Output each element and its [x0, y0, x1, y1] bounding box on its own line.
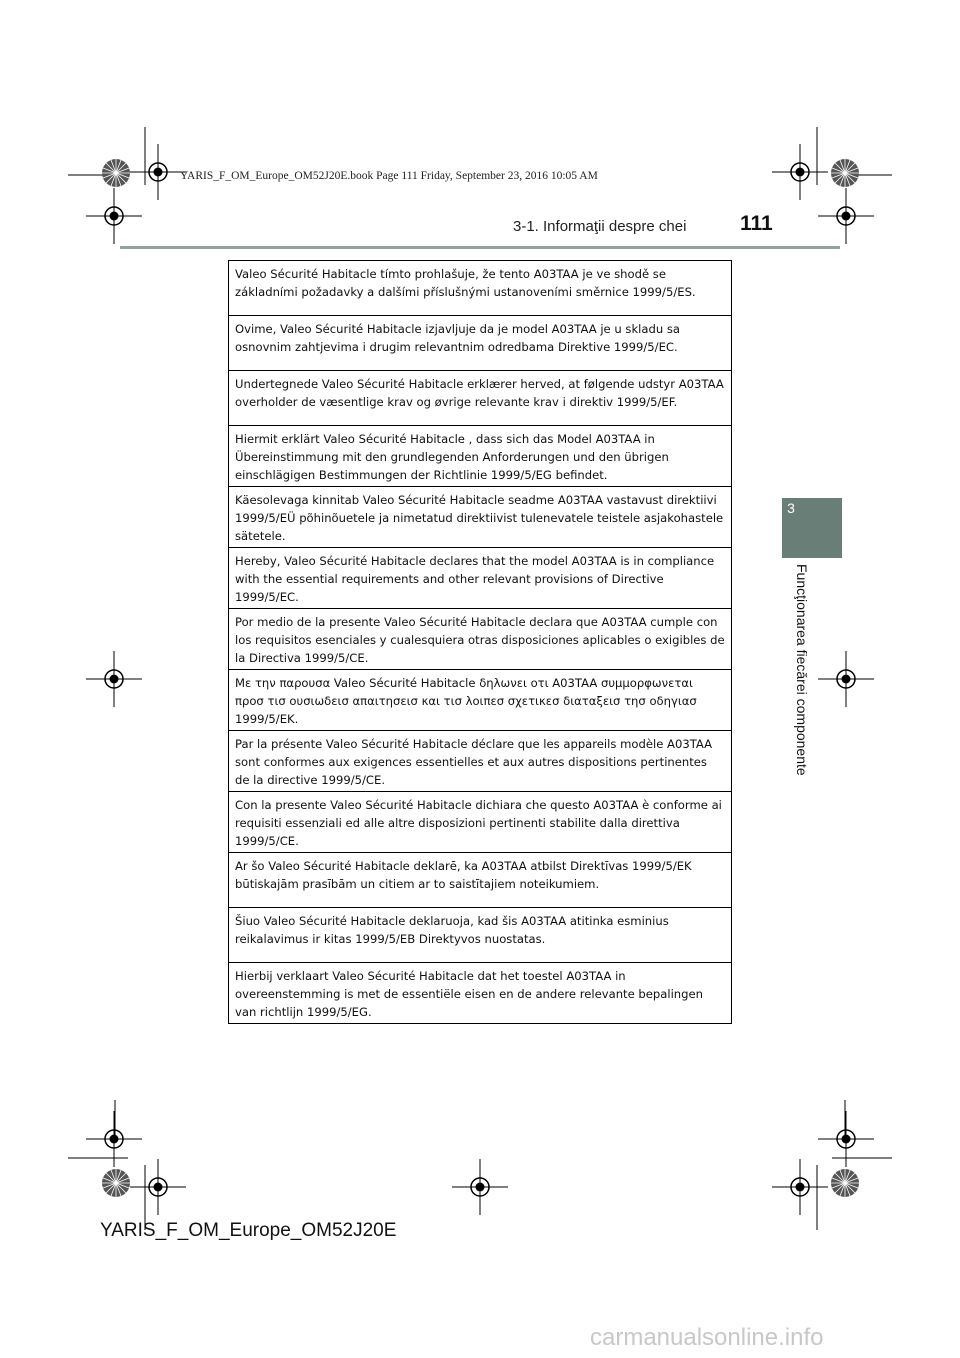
book-info: YARIS_F_OM_Europe_OM52J20E.book Page 111 Friday, September 23, 2016 10:05 AM	[180, 170, 598, 182]
declaration-cell-estonian: Käesolevaga kinnitab Valeo Sécurité Habitacle seadme A03TAA vastavust direktiivi 1999/5/EÜ põhinõuetele ja nimetatud direktiivist tulenevatele teistele asjakohastele sätetele.	[229, 487, 732, 548]
declaration-cell-latvian: Ar šo Valeo Sécurité Habitacle deklarē, ka A03TAA atbilst Direktīvas 1999/5/EK būtiskajām prasībām un citiem ar to saistītajiem noteikumiem.	[229, 853, 732, 908]
declaration-cell-greek: Με την παρουσα Valeo Sécurité Habitacle δηλωνει οτι A03TAA συμμορφωνεται προσ τισ ουσιωδεισ απαιτησεισ και τισ λοιπεσ σχετικεσ διαταξεισ τησ οδηγιασ 1999/5/ΕΚ.	[229, 670, 732, 731]
section-title: 3-1. Informaţii despre chei	[513, 218, 687, 235]
document-id: YARIS_F_OM_Europe_OM52J20E	[100, 1220, 397, 1241]
declaration-cell-french: Par la présente Valeo Sécurité Habitacle déclare que les appareils modèle A03TAA sont conformes aux exigences essentielles et aux autres dispositions pertinentes de la directive 1999/5/CE.	[229, 731, 732, 792]
registration-target-icon	[130, 1159, 186, 1215]
registration-sunburst-icon	[831, 1169, 859, 1197]
registration-target-icon	[86, 188, 142, 244]
registration-target-icon	[772, 144, 828, 200]
chapter-label: Funcţionarea fiecărei componente	[794, 564, 810, 776]
registration-sunburst-icon	[102, 1169, 130, 1197]
registration-target-icon	[818, 188, 874, 244]
registration-target-icon	[818, 1111, 874, 1167]
declaration-table	[228, 260, 732, 1024]
registration-target-icon	[452, 1159, 508, 1215]
registration-target-icon	[772, 1159, 828, 1215]
declaration-cell-german: Hiermit erklärt Valeo Sécurité Habitacle , dass sich das Model A03TAA in Übereinstimmung mit den grundlegenden Anforderungen und den übrigen einschlägigen Bestimmungen der Richtlinie 1999/5/EG befindet.	[229, 426, 732, 487]
declaration-cell-danish: Undertegnede Valeo Sécurité Habitacle erklærer herved, at følgende udstyr A03TAA overholder de væsentlige krav og øvrige relevante krav i direktiv 1999/5/EF.	[229, 371, 732, 426]
declaration-cell-spanish: Por medio de la presente Valeo Sécurité Habitacle declara que A03TAA cumple con los requisitos esenciales y cualesquiera otras disposiciones aplicables o exigibles de la Directiva 1999/5/CE.	[229, 609, 732, 670]
registration-sunburst-icon	[831, 159, 859, 187]
declaration-cell-dutch: Hierbij verklaart Valeo Sécurité Habitacle dat het toestel A03TAA in overeenstemming is met de essentiële eisen en de andere relevante bepalingen van richtlijn 1999/5/EG.	[229, 963, 732, 1024]
registration-target-icon	[818, 651, 874, 707]
page-number: 111	[740, 212, 773, 235]
declaration-cell-czech: Valeo Sécurité Habitacle tímto prohlašuje, že tento A03TAA je ve shodě se základními požadavky a dalšími příslušnými ustanoveními směrnice 1999/5/ES.	[229, 261, 732, 316]
registration-target-icon	[86, 1111, 142, 1167]
header-rule	[120, 246, 840, 249]
registration-target-icon	[86, 651, 142, 707]
declaration-cell-croatian: Ovime, Valeo Sécurité Habitacle izjavljuje da je model A03TAA je u skladu sa osnovnim zahtjevima i drugim relevantnim odredbama Direktive 1999/5/EC.	[229, 316, 732, 371]
declaration-cell-english: Hereby, Valeo Sécurité Habitacle declares that the model A03TAA is in compliance with the essential requirements and other relevant provisions of Directive 1999/5/EC.	[229, 548, 732, 609]
registration-sunburst-icon	[102, 159, 130, 187]
watermark: carmanualsonline.info	[590, 1324, 824, 1351]
chapter-number: 3	[787, 500, 795, 516]
registration-target-icon	[130, 144, 186, 200]
declaration-cell-italian: Con la presente Valeo Sécurité Habitacle dichiara che questo A03TAA è conforme ai requisiti essenziali ed alle altre disposizioni pertinenti stabilite dalla direttiva 1999/5/CE.	[229, 792, 732, 853]
declaration-cell-lithuanian: Šiuo Valeo Sécurité Habitacle deklaruoja, kad šis A03TAA atitinka esminius reikalavimus ir kitas 1999/5/EB Direktyvos nuostatas.	[229, 908, 732, 963]
